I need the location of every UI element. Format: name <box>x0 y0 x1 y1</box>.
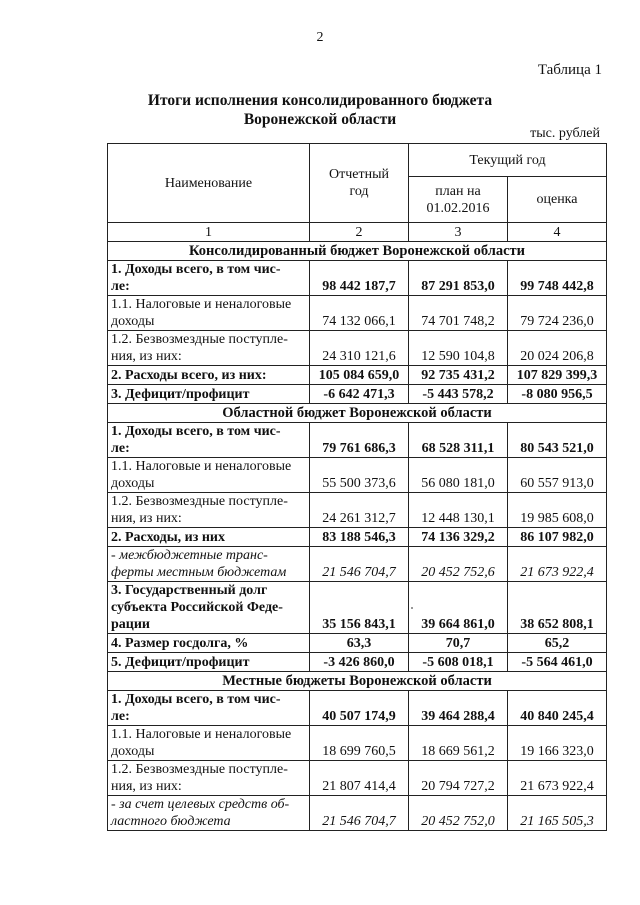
title-line-2: Воронежской области <box>243 111 397 128</box>
table-row <box>108 385 607 404</box>
table-row <box>108 547 607 582</box>
row-value: 24 261 312,7 <box>310 493 409 528</box>
row-value: 83 188 546,3 <box>310 528 409 547</box>
row-name <box>108 691 310 726</box>
header-plan <box>409 177 508 223</box>
row-value: 21 546 704,7 <box>310 547 409 582</box>
row-value: 107 829 399,3 <box>508 366 607 385</box>
table-row <box>108 653 607 672</box>
row-value: 38 652 808,1 <box>508 582 607 634</box>
section-row <box>108 242 607 261</box>
row-value: 40 840 245,4 <box>508 691 607 726</box>
column-number-4: 4 <box>508 223 607 242</box>
row-name <box>108 331 310 366</box>
row-name-line: ле: <box>111 441 130 456</box>
budget-table <box>107 143 607 831</box>
row-value: -5 443 578,2 <box>409 385 508 404</box>
row-value: 99 748 442,8 <box>508 261 607 296</box>
row-name-line: 2. Расходы, из них <box>111 530 225 545</box>
row-name <box>108 458 310 493</box>
section-row <box>108 404 607 423</box>
table-row <box>108 582 607 634</box>
table-row <box>108 726 607 761</box>
row-value: 20 452 752,6 <box>409 547 508 582</box>
page-number: 2 <box>316 30 324 45</box>
row-name-line: субъекта Российской Феде- <box>111 600 283 615</box>
section-title: Местные бюджеты Воронежской области <box>108 672 607 691</box>
row-value: -3 426 860,0 <box>310 653 409 672</box>
row-name-line: 1.2. Безвозмездные поступле- <box>111 494 288 509</box>
row-name-line: ле: <box>111 709 130 724</box>
table-row <box>108 761 607 796</box>
row-name <box>108 366 310 385</box>
table-row <box>108 458 607 493</box>
row-name-line: - за счет целевых средств об- <box>111 797 290 812</box>
row-name-line: ластного бюджета <box>111 814 231 829</box>
row-value: 18 699 760,5 <box>310 726 409 761</box>
row-value: 20 024 206,8 <box>508 331 607 366</box>
row-value: -6 642 471,3 <box>310 385 409 404</box>
section-title: Областной бюджет Воронежской области <box>108 404 607 423</box>
row-value: 65,2 <box>508 634 607 653</box>
table-row <box>108 423 607 458</box>
row-name <box>108 634 310 653</box>
row-value: 79 724 236,0 <box>508 296 607 331</box>
row-name <box>108 653 310 672</box>
row-value: 39 664 861,0 <box>409 582 508 634</box>
row-value: 20 794 727,2 <box>409 761 508 796</box>
row-value: 20 452 752,0 <box>409 796 508 831</box>
document-title <box>0 91 640 129</box>
row-name-line: ния, из них: <box>111 349 182 364</box>
row-name <box>108 493 310 528</box>
header-reported-line-1: Отчетный <box>329 167 389 182</box>
header-reported-line-2: год <box>349 184 369 199</box>
row-value: 55 500 373,6 <box>310 458 409 493</box>
row-name-line: - межбюджетные транс- <box>111 548 268 563</box>
row-value: 74 701 748,2 <box>409 296 508 331</box>
row-name-line: 1. Доходы всего, в том чис- <box>111 262 281 277</box>
row-value: 21 165 505,3 <box>508 796 607 831</box>
row-value: 74 136 329,2 <box>409 528 508 547</box>
row-name <box>108 423 310 458</box>
row-name-line: доходы <box>111 476 155 491</box>
row-value: 12 590 104,8 <box>409 331 508 366</box>
row-name-line: ле: <box>111 279 130 294</box>
title-line-1: Итоги исполнения консолидированного бюджета <box>147 92 493 109</box>
row-value: 19 985 608,0 <box>508 493 607 528</box>
header-current-year: Текущий год <box>409 144 607 177</box>
section-row <box>108 672 607 691</box>
row-name-line: 4. Размер госдолга, % <box>111 636 249 651</box>
section-title: Консолидированный бюджет Воронежской области <box>108 242 607 261</box>
row-name <box>108 796 310 831</box>
row-value: 70,7 <box>409 634 508 653</box>
row-name-line: 1.1. Налоговые и неналоговые <box>111 459 292 474</box>
row-value: 98 442 187,7 <box>310 261 409 296</box>
row-value: -8 080 956,5 <box>508 385 607 404</box>
row-name-line: 1.2. Безвозмездные поступле- <box>111 762 288 777</box>
row-name <box>108 385 310 404</box>
table-row <box>108 331 607 366</box>
table-row <box>108 528 607 547</box>
header-reported-year <box>310 144 409 223</box>
table-row <box>108 493 607 528</box>
row-name-line: ния, из них: <box>111 779 182 794</box>
row-value: 21 673 922,4 <box>508 761 607 796</box>
row-name <box>108 582 310 634</box>
row-value: 86 107 982,0 <box>508 528 607 547</box>
row-name-line: 1. Доходы всего, в том чис- <box>111 424 281 439</box>
row-value: 21 807 414,4 <box>310 761 409 796</box>
row-name-line: 2. Расходы всего, из них: <box>111 368 267 383</box>
header-plan-line-1: план на <box>435 183 481 199</box>
table-row <box>108 691 607 726</box>
table-row <box>108 366 607 385</box>
table-row <box>108 634 607 653</box>
header-estimate: оценка <box>508 177 607 223</box>
row-value: 63,3 <box>310 634 409 653</box>
row-name <box>108 261 310 296</box>
row-name-line: 3. Дефицит/профицит <box>111 387 250 402</box>
column-number-1: 1 <box>108 223 310 242</box>
row-name-line: рации <box>111 617 150 632</box>
row-value: 21 546 704,7 <box>310 796 409 831</box>
row-value: 19 166 323,0 <box>508 726 607 761</box>
table-row <box>108 296 607 331</box>
scan-dot <box>411 607 413 609</box>
table-label: Таблица 1 <box>537 62 602 78</box>
row-value: -5 564 461,0 <box>508 653 607 672</box>
row-value: 39 464 288,4 <box>409 691 508 726</box>
row-value: 87 291 853,0 <box>409 261 508 296</box>
column-number-2: 2 <box>310 223 409 242</box>
row-value: 56 080 181,0 <box>409 458 508 493</box>
row-name-line: ния, из них: <box>111 511 182 526</box>
header-name: Наименование <box>108 144 310 223</box>
row-name-line: 1.2. Безвозмездные поступле- <box>111 332 288 347</box>
row-name-line: доходы <box>111 314 155 329</box>
row-name-line: ферты местным бюджетам <box>111 565 287 580</box>
table-row <box>108 261 607 296</box>
row-name-line: доходы <box>111 744 155 759</box>
row-value: 18 669 561,2 <box>409 726 508 761</box>
row-name <box>108 726 310 761</box>
row-value: 79 761 686,3 <box>310 423 409 458</box>
header-plan-line-2: 01.02.2016 <box>426 200 490 216</box>
row-value: 12 448 130,1 <box>409 493 508 528</box>
row-name <box>108 296 310 331</box>
row-name <box>108 761 310 796</box>
row-value: 21 673 922,4 <box>508 547 607 582</box>
row-name-line: 3. Государственный долг <box>111 583 268 598</box>
column-number-3: 3 <box>409 223 508 242</box>
row-name-line: 1.1. Налоговые и неналоговые <box>111 297 292 312</box>
row-value: 92 735 431,2 <box>409 366 508 385</box>
row-value: 40 507 174,9 <box>310 691 409 726</box>
row-name-line: 1. Доходы всего, в том чис- <box>111 692 281 707</box>
row-name-line: 1.1. Налоговые и неналоговые <box>111 727 292 742</box>
table-row <box>108 796 607 831</box>
units-label: тыс. рублей <box>530 126 600 141</box>
row-value: 68 528 311,1 <box>409 423 508 458</box>
row-value: 74 132 066,1 <box>310 296 409 331</box>
row-value: -5 608 018,1 <box>409 653 508 672</box>
row-name <box>108 547 310 582</box>
row-value: 24 310 121,6 <box>310 331 409 366</box>
row-value: 35 156 843,1 <box>310 582 409 634</box>
row-name <box>108 528 310 547</box>
row-value: 105 084 659,0 <box>310 366 409 385</box>
row-value: 80 543 521,0 <box>508 423 607 458</box>
row-value: 60 557 913,0 <box>508 458 607 493</box>
row-name-line: 5. Дефицит/профицит <box>111 655 250 670</box>
